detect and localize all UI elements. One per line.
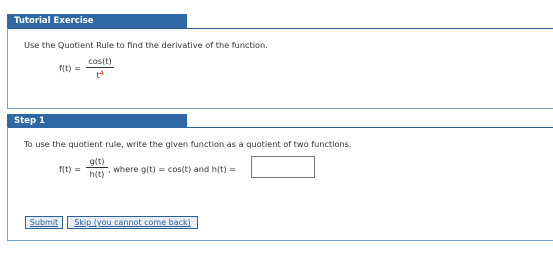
fraction-bar (86, 67, 114, 68)
denominator-exponent: 4 (99, 70, 104, 77)
step1-function-lhs: f(t) = (59, 164, 81, 174)
tutorial-instruction: Use the Quotient Rule to find the derivative of the function. (24, 40, 268, 50)
step1-fraction (86, 156, 108, 179)
fraction-denominator: h(t) (89, 169, 105, 179)
submit-button[interactable]: Submit (25, 216, 63, 229)
where-text: , where g(t) = cos(t) and h(t) = (108, 164, 237, 174)
section-border-left (7, 28, 8, 108)
section-border-bottom (7, 108, 553, 109)
section-divider (7, 28, 553, 29)
section-border-left (7, 127, 8, 240)
section-border-bottom (7, 240, 553, 241)
step1-instruction: To use the quotient rule, write the given function as a quotient of two functions. (24, 139, 352, 149)
step1-title: Step 1 (7, 114, 187, 128)
fraction-numerator: g(t) (89, 156, 105, 166)
fraction-denominator: $t^4$ (96, 70, 104, 80)
fraction-bar (86, 167, 108, 168)
skip-button[interactable]: Skip (you cannot come back) (67, 216, 198, 229)
fraction-numerator: cos(t) (88, 56, 112, 66)
h-of-t-answer-input[interactable] (251, 156, 315, 178)
tutorial-title: Tutorial Exercise (7, 14, 187, 28)
tutorial-fraction (86, 56, 114, 80)
tutorial-function-lhs: f(t) = (59, 63, 81, 73)
